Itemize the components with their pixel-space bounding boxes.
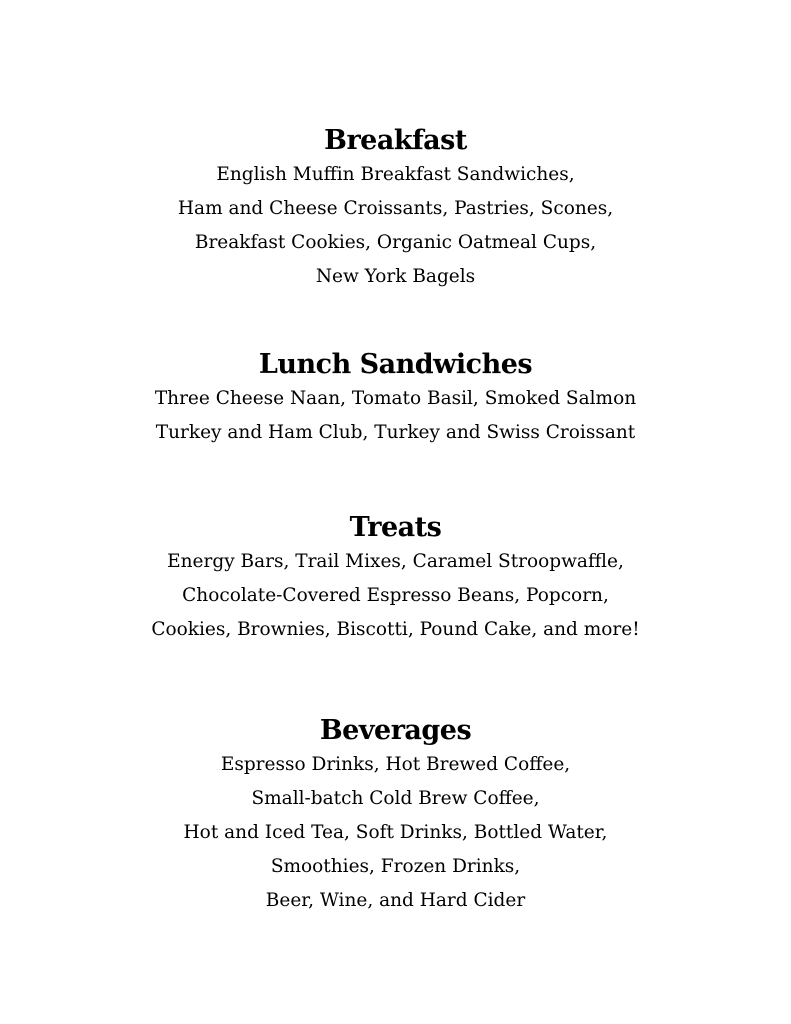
breakfast-item-line: New York Bagels [315,266,476,287]
beverages-item-line: Beer, Wine, and Hard Cider [265,890,526,911]
beverages-item-line: Espresso Drinks, Hot Brewed Coffee, [220,754,571,775]
beverages-item-line: Hot and Iced Tea, Soft Drinks, Bottled Water, [183,822,608,843]
lunch-section [0,348,791,450]
breakfast-heading: Breakfast [324,125,467,156]
breakfast-item-line: Ham and Cheese Croissants, Pastries, Scones, [177,198,614,219]
treats-item-line: Energy Bars, Trail Mixes, Caramel Stroopwaffle, [167,551,624,572]
breakfast-section [0,124,791,294]
lunch-item-line: Three Cheese Naan, Tomato Basil, Smoked Salmon [154,388,637,409]
treats-heading: Treats [349,512,442,543]
lunch-heading: Lunch Sandwiches [258,349,533,380]
beverages-item-line: Small-batch Cold Brew Coffee, [251,788,540,809]
treats-section [0,511,791,647]
treats-item-line: Chocolate-Covered Espresso Beans, Popcorn, [182,585,609,606]
breakfast-item-line: Breakfast Cookies, Organic Oatmeal Cups, [194,232,597,253]
breakfast-item-line: English Muffin Breakfast Sandwiches, [216,164,575,185]
beverages-heading: Beverages [319,715,472,746]
beverages-section [0,714,791,918]
lunch-item-line: Turkey and Ham Club, Turkey and Swiss Croissant [155,422,636,443]
treats-item-line: Cookies, Brownies, Biscotti, Pound Cake, and more! [151,619,640,640]
beverages-item-line: Smoothies, Frozen Drinks, [270,856,521,877]
